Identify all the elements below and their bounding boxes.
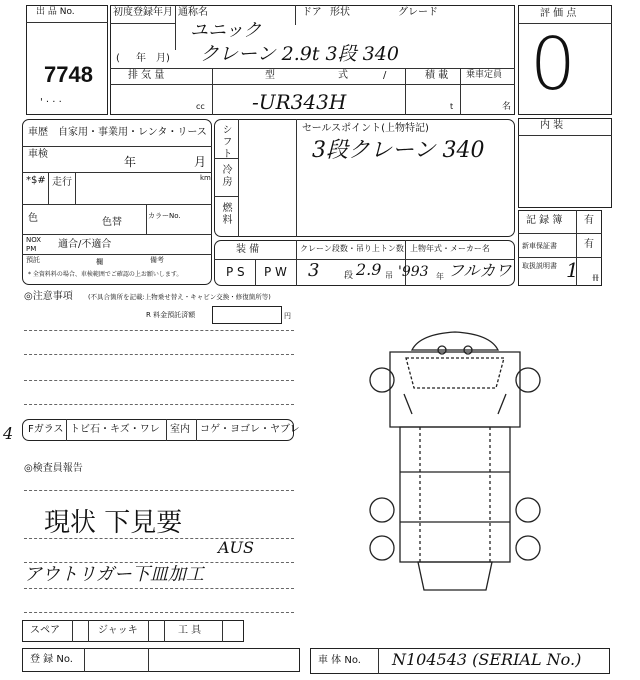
style-label: 式 <box>338 70 348 81</box>
displacement-label: 排 気 量 <box>128 70 165 81</box>
score-value: 0 <box>530 22 576 106</box>
reg-label: 登 録 No. <box>30 654 73 665</box>
hw-sales-point: 3段クレーン 340 <box>312 138 485 163</box>
hw-report-1: 現状 下見要 <box>44 508 183 538</box>
grade-label: グレード <box>398 7 438 18</box>
rear-right-wheel-2-icon <box>516 536 540 560</box>
rear-left-wheel-icon <box>370 498 394 522</box>
paren-year: 年 <box>136 53 146 64</box>
pw-label: P W <box>264 265 287 279</box>
nox-value: 適合/不適合 <box>58 239 112 250</box>
records-val: 有 <box>584 215 594 226</box>
hw-records-count: 1 <box>566 258 579 282</box>
model-name-label: 通称名 <box>178 7 208 18</box>
color-code: カラーNo. <box>148 212 181 220</box>
hw-serial: N104543 (SERIAL No.) <box>392 650 582 669</box>
recycle-fee-label: R 料金預託済額 <box>146 311 196 319</box>
hw-type: -UR343H <box>252 90 347 114</box>
notes-sub: (不具合箇所を記載:上物乗せ替え・キャビン交換・修復箇所等) <box>88 293 271 301</box>
hw-tons: 2.9 <box>356 260 382 279</box>
interior-box <box>518 118 612 208</box>
t-unit: t <box>450 102 454 111</box>
recycle-right: 備考 <box>150 256 164 264</box>
report-label: ◎検査員報告 <box>24 463 83 474</box>
cab-roof <box>412 332 498 350</box>
hw-year: '993 <box>398 264 429 280</box>
recycle-left: 預託 <box>26 256 40 264</box>
paren-open: ( <box>116 53 120 64</box>
recycle-fee-yen: 円 <box>284 312 291 320</box>
cargo-bed <box>400 427 510 562</box>
shape-label: 形状 <box>330 7 350 18</box>
ps-label: P S <box>226 265 245 279</box>
lot-label: 出 品 No. <box>36 7 75 17</box>
fuel-label: 燃料 <box>220 202 231 226</box>
notes-label: ◎注意事項 <box>24 291 73 302</box>
records-label: 記 録 簿 <box>526 215 563 226</box>
info-block <box>22 119 212 285</box>
hw-maker: フルカワ <box>448 261 512 280</box>
type-label: 型 <box>265 70 275 81</box>
hw-boom: 3 <box>308 260 320 281</box>
manual-unit: 冊 <box>592 274 599 282</box>
mileage-label: 走行 <box>52 177 72 188</box>
lot-mark: ' · · · <box>40 97 62 108</box>
spare-label: スペア <box>30 625 60 636</box>
shift-label: シフト <box>220 124 231 160</box>
history-label: 車歴 <box>28 127 48 138</box>
hw-report-3: アウトリガー下皿加工 <box>24 564 204 585</box>
recycle-fee-box <box>212 306 282 324</box>
recycle-note: * 全資料料の場合、車検範囲でご確認の上お願いします。 <box>28 271 183 278</box>
rear-left-wheel-2-icon <box>370 536 394 560</box>
mileage-marks: *$# <box>26 175 46 186</box>
truck-diagram <box>360 322 550 597</box>
paren-month: 月) <box>156 53 170 64</box>
cab-body <box>390 352 520 427</box>
door-label: ドア <box>302 7 322 18</box>
inspection-month: 月 <box>194 155 207 169</box>
persons-unit: 名 <box>502 102 512 112</box>
hw-crane: クレーン 2.9t 3段 340 <box>200 43 399 65</box>
warranty-label: 新車保証書 <box>522 242 557 250</box>
hw-star-mark: 4 <box>3 424 14 443</box>
glass-item-2: トビ石・キズ・ワレ <box>70 424 160 435</box>
recycle-mid: 欄 <box>96 258 103 266</box>
jack-label: ジャッキ <box>98 625 138 636</box>
sales-label: セールスポイント(上物特記) <box>302 123 429 134</box>
hw-model: ユニック <box>190 20 262 41</box>
lot-number: 7748 <box>44 62 93 87</box>
glass-item-1: Fガラス <box>28 424 64 435</box>
left-mirror <box>404 394 412 414</box>
glass-item-4: コゲ・ヨゴレ・ヤブレ <box>200 424 300 435</box>
manual-label: 取扱説明書 <box>522 262 557 270</box>
nox-label-1: NOX <box>26 236 42 244</box>
inspection-label: 車検 <box>28 149 48 160</box>
chassis-label: 車 体 No. <box>318 655 361 666</box>
aircon-label: 冷房 <box>220 164 231 188</box>
tools-label: 工 具 <box>178 625 202 636</box>
capacity-label: 積 載 <box>425 70 449 81</box>
warranty-val: 有 <box>584 239 594 250</box>
dan-label: 段 <box>344 271 354 281</box>
riders-label: 乗車定員 <box>466 70 503 80</box>
nox-label-2: PM <box>26 245 37 253</box>
crane-header: クレーン段数・吊り上トン数 <box>300 244 404 253</box>
hw-report-2: AUS <box>218 538 254 557</box>
shift-sales-block <box>214 119 515 237</box>
equipment-label: 装 備 <box>236 244 260 255</box>
interior-label: 内 装 <box>540 120 564 131</box>
tsuri-label: 吊 <box>385 271 393 280</box>
cc-unit: cc <box>196 102 205 111</box>
first-reg-label: 初度登録年月 <box>113 7 173 18</box>
glass-item-3: 室内 <box>170 424 190 435</box>
nen-label: 年 <box>436 272 444 281</box>
windshield <box>406 358 504 388</box>
upper-header: 上物年式・メーカー名 <box>410 244 490 253</box>
color-change: 色替 <box>102 217 122 228</box>
score-label: 評 価 点 <box>540 8 577 19</box>
color-label: 色 <box>28 213 38 224</box>
rear-bumper <box>418 562 492 590</box>
mileage-unit: km <box>200 174 211 182</box>
slash-label: / <box>383 70 387 81</box>
right-mirror <box>498 394 506 414</box>
inspection-year: 年 <box>124 155 137 169</box>
history-value: 自家用・事業用・レンタ・リース <box>58 127 207 138</box>
rear-right-wheel-icon <box>516 498 540 522</box>
